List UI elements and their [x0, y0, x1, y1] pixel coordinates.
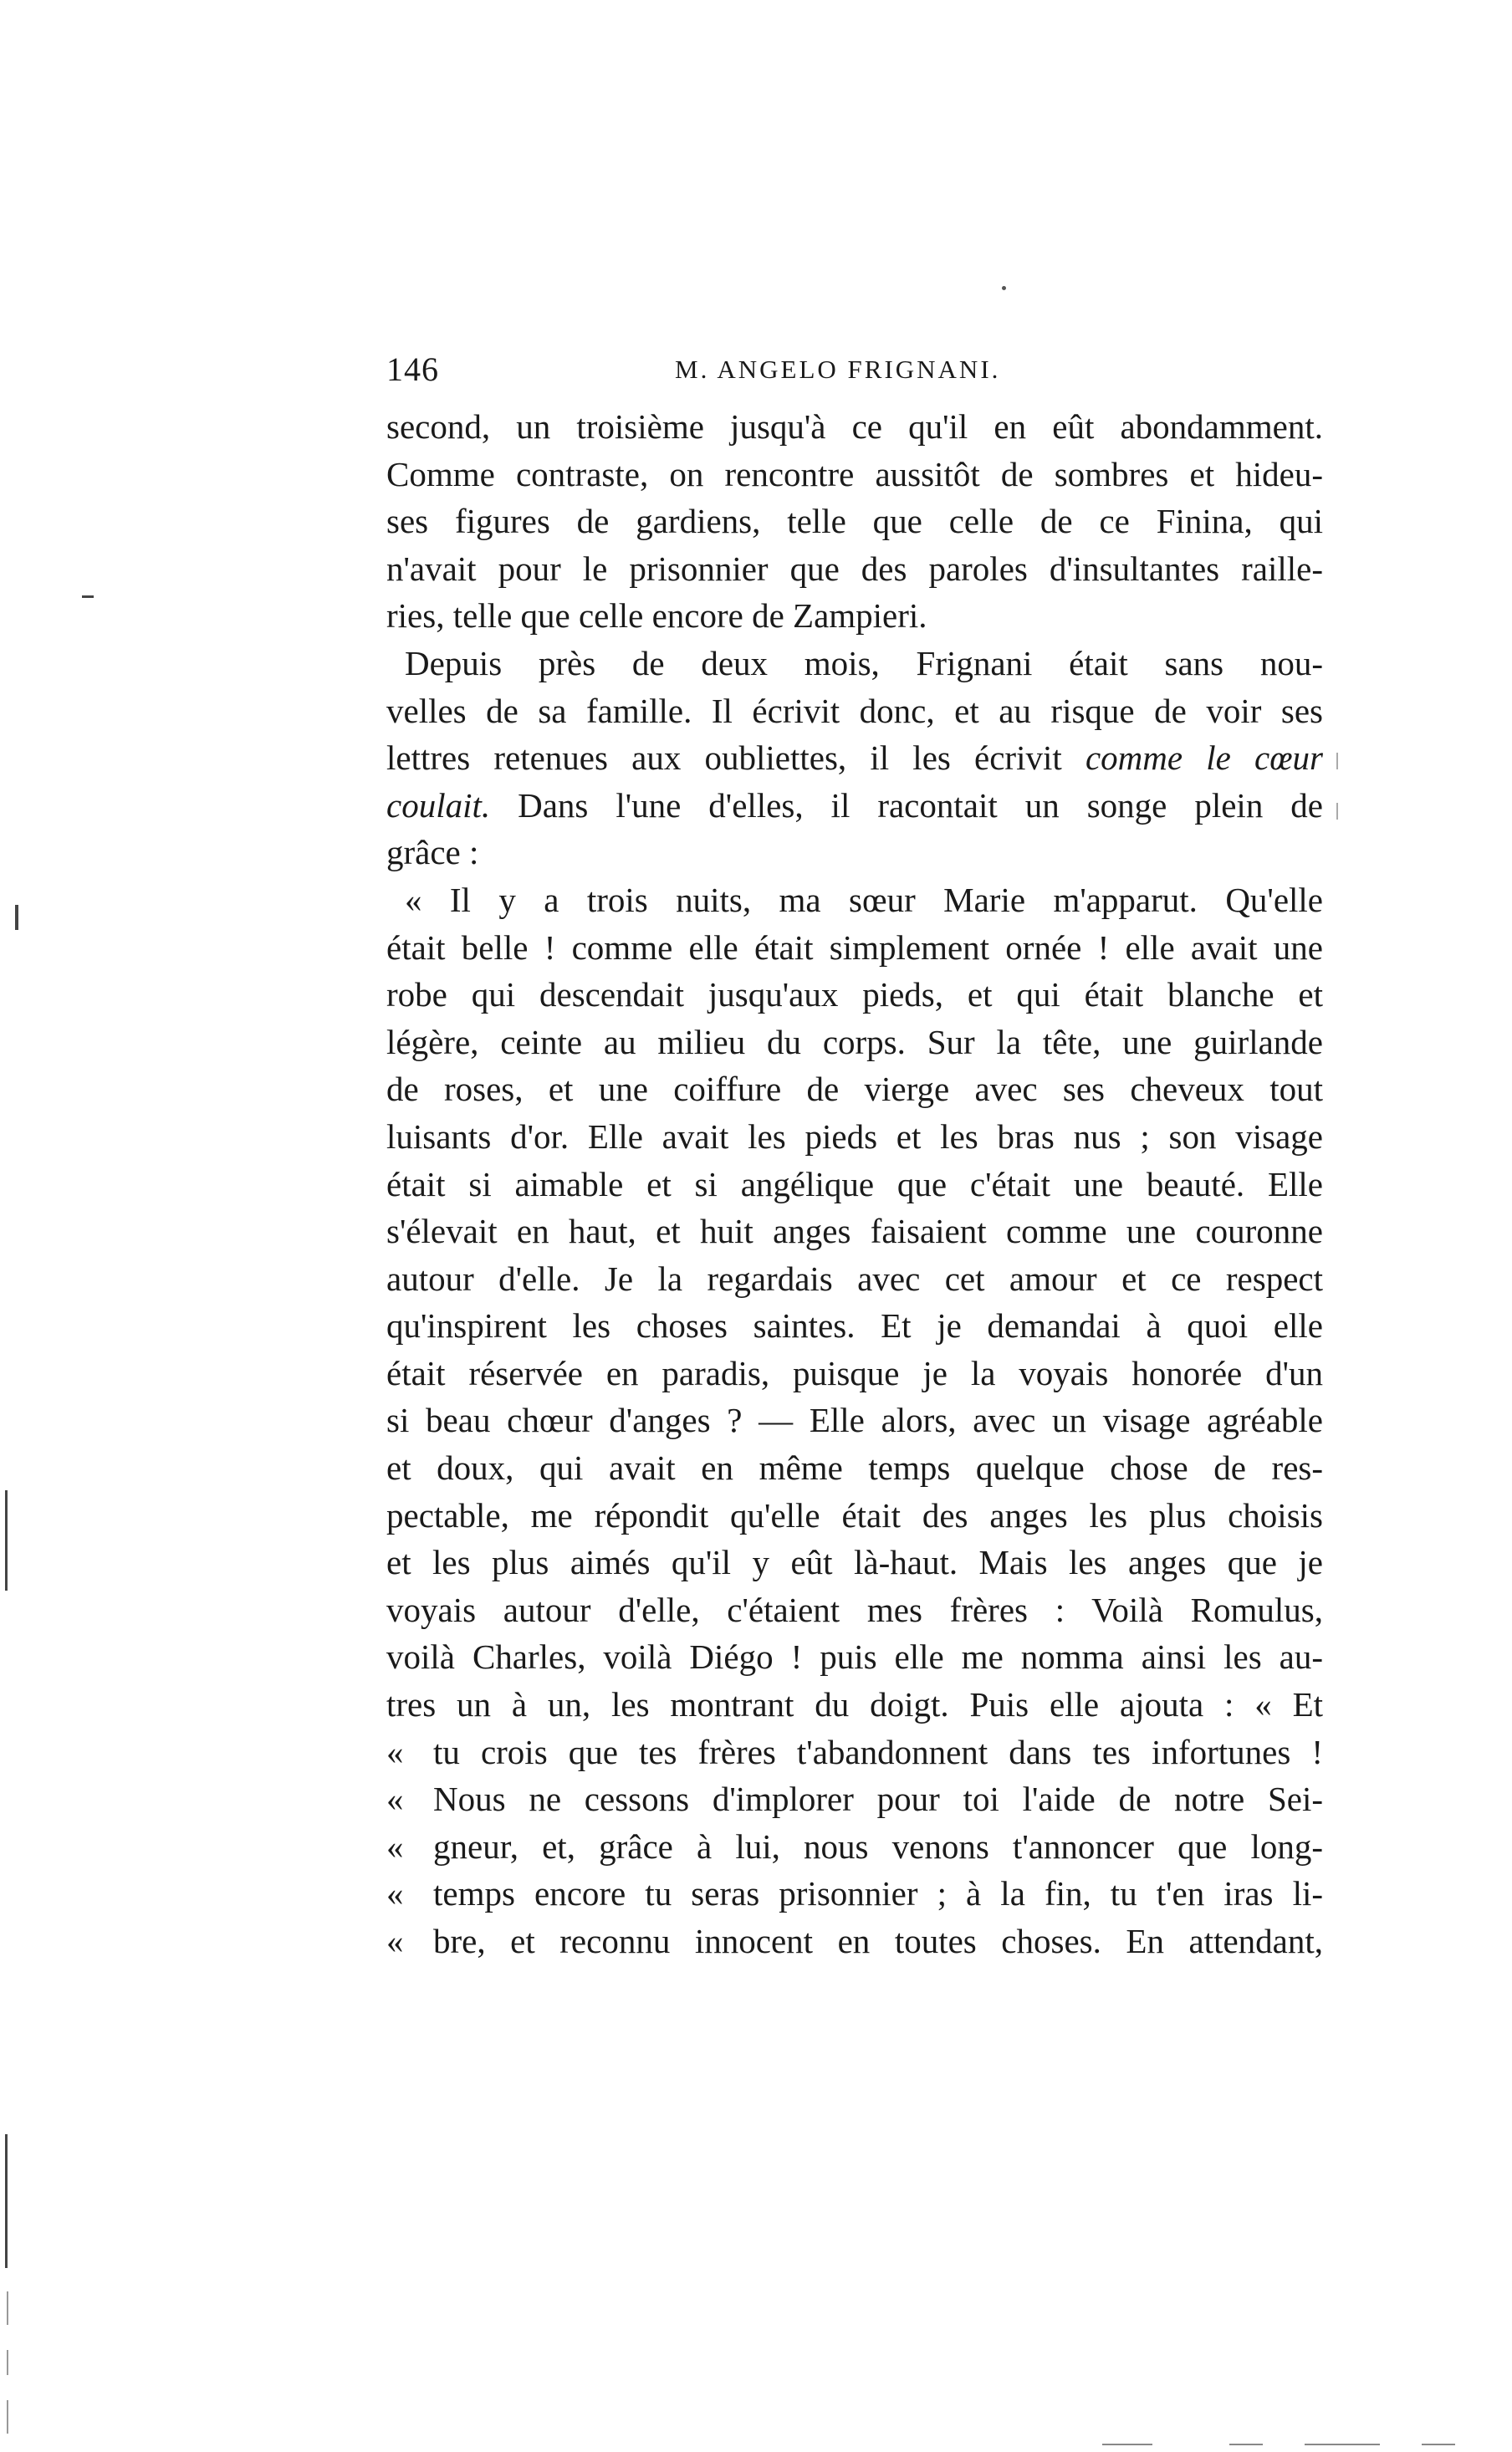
scan-edge-line: [5, 2134, 8, 2268]
guillemet: «: [386, 1732, 404, 1771]
guillemet: «: [386, 1780, 404, 1819]
text-line: qu'inspirent les choses saintes. Et je demandai à quoi elle: [386, 1306, 1323, 1346]
text-line: s'élevait en haut, et huit anges faisaient comme une couronne: [386, 1212, 1323, 1251]
scan-bottom-dash: [1422, 2444, 1455, 2445]
running-head: M. ANGELO FRIGNANI.: [675, 355, 1001, 384]
text-line: légère, ceinte au milieu du corps. Sur la tête, une guirlande: [386, 1022, 1323, 1061]
text-line: voilà Charles, voilà Diégo ! puis elle me nomma ainsi les au-: [386, 1637, 1323, 1677]
text-line: si beau chœur d'anges ? — Elle alors, avec un visage agréable: [386, 1401, 1323, 1440]
quoted-line: [386, 1918, 1323, 1965]
quoted-line: [386, 1870, 1323, 1918]
quoted-line: [386, 1729, 1323, 1776]
text-line: second, un troisième jusqu'à ce qu'il en eût abondamment.: [386, 407, 1323, 446]
text-line: robe qui descendait jusqu'aux pieds, et qui était blanche et: [386, 975, 1323, 1014]
scan-bottom-dash: [1229, 2444, 1263, 2445]
scan-mark: [82, 595, 94, 598]
text-line-with-italic: [386, 782, 1323, 830]
guillemet: «: [386, 1874, 404, 1913]
guillemet: «: [386, 1826, 404, 1866]
guillemet: «: [386, 1922, 404, 1960]
quote-start: « Il y a trois nuits, ma sœur Marie m'apparut. Qu'elle: [405, 880, 1323, 919]
italic-phrase-end: coulait.: [386, 785, 491, 825]
text-line: tres un à un, les montrant du doigt. Puis elle ajouta : « Et: [386, 1685, 1323, 1724]
text-line: grâce :: [386, 833, 479, 872]
text-line: ses figures de gardiens, telle que celle de ce Finina, qui: [386, 502, 1323, 541]
scan-bottom-dash: [1102, 2444, 1152, 2445]
scan-bottom-dash: [1305, 2444, 1380, 2445]
text-fragment: lettres retenues aux oubliettes, il les écrivit: [386, 738, 1085, 778]
scan-mark: [1336, 803, 1338, 820]
text-line: autour d'elle. Je la regardais avec cet amour et ce respect: [386, 1259, 1323, 1298]
scan-edge-line: [7, 2291, 8, 2325]
quoted-text: gneur, et, grâce à lui, nous venons t'annoncer que long-: [433, 1826, 1323, 1866]
scan-mark: [15, 905, 18, 930]
text-fragment: Dans l'une d'elles, il racontait un songe plein de: [490, 785, 1323, 825]
scan-speck: [1002, 286, 1006, 290]
text-line: velles de sa famille. Il écrivit donc, et au risque de voir ses: [386, 691, 1323, 730]
quoted-text: bre, et reconnu innocent en toutes choses. En attendant,: [433, 1922, 1323, 1960]
quoted-line: [386, 1775, 1323, 1823]
quoted-text: tu crois que tes frères t'abandonnent dans tes infortunes !: [433, 1732, 1323, 1771]
scan-edge-line: [7, 2350, 8, 2375]
text-line-with-italic: [386, 734, 1323, 782]
italic-phrase: comme le cœur: [1085, 738, 1323, 778]
text-line: n'avait pour le prisonnier que des paroles d'insultantes raille-: [386, 549, 1323, 588]
text-line: ries, telle que celle encore de Zampieri.: [386, 596, 927, 636]
text-line: et les plus aimés qu'il y eût là-haut. Mais les anges que je: [386, 1543, 1323, 1582]
body-text: [386, 403, 1323, 1965]
scan-edge-line: [7, 2400, 8, 2434]
text-line: était si aimable et si angélique que c'était une beauté. Elle: [386, 1164, 1323, 1203]
quoted-line: [386, 1823, 1323, 1871]
paragraph-start: Depuis près de deux mois, Frignani était sans nou-: [405, 643, 1323, 682]
text-line: était réservée en paradis, puisque je la voyais honorée d'un: [386, 1353, 1323, 1392]
scan-edge-line: [5, 1490, 8, 1591]
quoted-text: Nous ne cessons d'implorer pour toi l'aide de notre Sei-: [433, 1780, 1323, 1819]
page-header: [386, 350, 1323, 400]
text-line: luisants d'or. Elle avait les pieds et les bras nus ; son visage: [386, 1116, 1323, 1156]
text-line: était belle ! comme elle était simplement ornée ! elle avait une: [386, 927, 1323, 967]
text-line: voyais autour d'elle, c'étaient mes frères : Voilà Romulus,: [386, 1590, 1323, 1629]
text-line: pectable, me répondit qu'elle était des anges les plus choisis: [386, 1495, 1323, 1535]
text-line: et doux, qui avait en même temps quelque chose de res-: [386, 1448, 1323, 1488]
text-line: Comme contraste, on rencontre aussitôt de sombres et hideu-: [386, 454, 1323, 493]
scan-mark: [1336, 753, 1338, 769]
quoted-text: temps encore tu seras prisonnier ; à la fin, tu t'en iras li-: [433, 1874, 1323, 1913]
page-number: 146: [386, 350, 439, 388]
text-line: de roses, et une coiffure de vierge avec ses cheveux tout: [386, 1070, 1323, 1109]
